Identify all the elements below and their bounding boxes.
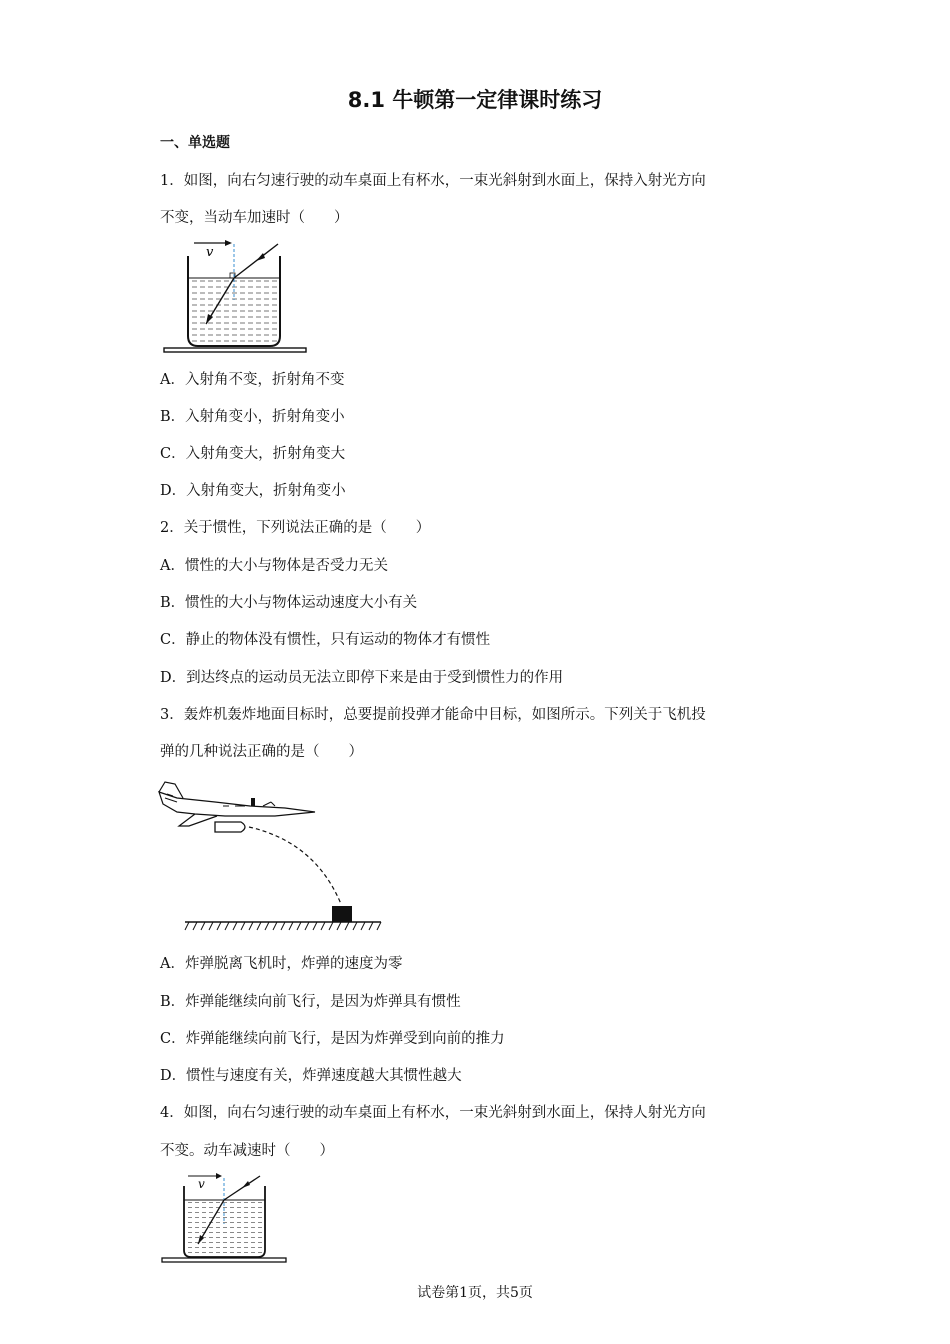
question-4-text-line-1: 4．如图，向右匀速行驶的动车桌面上有杯水，一束光斜射到水面上，保持人射光方向 [160, 1105, 706, 1121]
question-1-option-b: B．入射角变小，折射角变小 [160, 409, 345, 425]
question-1-option-d: D．入射角变大，折射角变小 [160, 483, 346, 499]
question-3-text-line-2: 弹的几种说法正确的是（ ） [160, 744, 363, 760]
question-3-option-d: D．惯性与速度有关，炸弹速度越大其惯性越大 [160, 1068, 462, 1084]
velocity-arrow-icon [225, 240, 232, 246]
table [162, 1258, 286, 1262]
velocity-label: v [198, 1177, 205, 1191]
water [186, 1200, 264, 1254]
question-1-figure [160, 236, 310, 356]
airplane-wing [179, 814, 217, 826]
question-1-text-line-2: 不变，当动车加速时（ ） [160, 210, 349, 226]
page-title: 8.1 牛顿第一定律课时练习 [347, 88, 603, 112]
question-2-text-line-1: 2．关于惯性，下列说法正确的是（ ） [160, 520, 431, 536]
airplane-icon [159, 792, 315, 816]
question-1-text-line-1: 1．如图，向右匀速行驶的动车桌面上有杯水，一束光斜射到水面上，保持入射光方向 [160, 173, 706, 189]
bomb-icon [215, 822, 245, 832]
section-heading: 一、单选题 [160, 135, 230, 151]
question-3-option-c: C．炸弹能继续向前飞行，是因为炸弹受到向前的推力 [160, 1031, 505, 1047]
question-4-text-line-2: 不变。动车减速时（ ） [160, 1143, 334, 1159]
question-1-option-c: C．入射角变大，折射角变大 [160, 446, 346, 462]
question-2-option-b: B．惯性的大小与物体运动速度大小有关 [160, 595, 418, 611]
question-1-option-a: A．入射角不变，折射角不变 [160, 372, 345, 388]
question-2-option-d: D．到达终点的运动员无法立即停下来是由于受到惯性力的作用 [160, 670, 564, 686]
table [164, 348, 306, 352]
airplane-cockpit [251, 798, 255, 806]
bomb-trajectory [249, 827, 341, 904]
question-3-text-line-1: 3．轰炸机轰炸地面目标时，总要提前投弹才能命中目标，如图所示。下列关于飞机投 [160, 707, 706, 723]
incident-arrow-icon [242, 1181, 250, 1188]
page-footer: 试卷第1页，共5页 [417, 1285, 533, 1301]
ground-target [332, 906, 352, 922]
question-3-figure [155, 772, 385, 934]
velocity-arrow-icon [216, 1173, 222, 1179]
velocity-label: v [206, 245, 214, 260]
water [190, 278, 278, 344]
question-4-figure [160, 1170, 290, 1266]
question-3-option-a: A．炸弹脱离飞机时，炸弹的速度为零 [160, 956, 403, 972]
question-2-option-a: A．惯性的大小与物体是否受力无关 [160, 558, 388, 574]
ground-hatching [185, 922, 381, 930]
question-2-option-c: C．静止的物体没有惯性，只有运动的物体才有惯性 [160, 632, 491, 648]
question-3-option-b: B．炸弹能继续向前飞行，是因为炸弹具有惯性 [160, 994, 461, 1010]
incident-arrow-icon [256, 253, 265, 261]
